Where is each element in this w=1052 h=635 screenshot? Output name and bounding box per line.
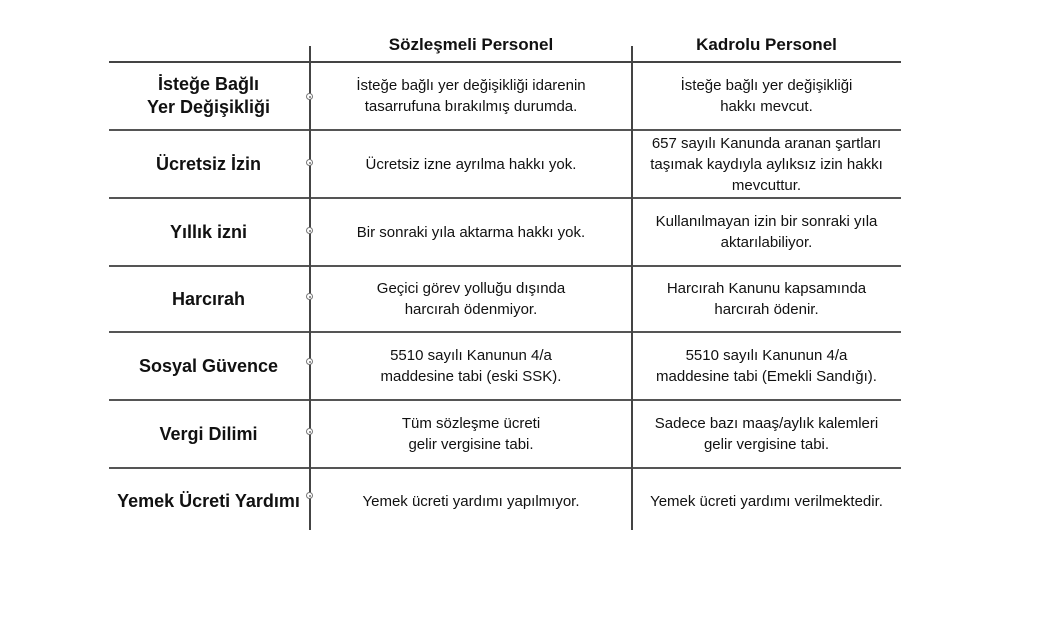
- row-label: [109, 131, 308, 197]
- row-label: [109, 401, 308, 467]
- permanent-cell: [632, 63, 901, 129]
- row-label-text: Yemek Ücreti Yardımı: [117, 490, 300, 511]
- cell-text: 5510 sayılı Kanunun 4/a maddesine tabi (eski SSK).: [380, 347, 562, 385]
- row-label: [109, 469, 308, 533]
- cell-text: Yemek ücreti yardımı yapılmıyor.: [362, 492, 580, 510]
- cell-text: 657 sayılı Kanunda aranan şartları taşımak kaydıyla aylıksız izin hakkı mevcuttur.: [650, 134, 883, 194]
- contract-cell: [310, 401, 632, 467]
- row-marker-icon: [306, 358, 313, 365]
- permanent-cell: [632, 469, 901, 533]
- table-row: [109, 267, 901, 333]
- cell-text: Geçici görev yolluğu dışında harcırah ödenmiyor.: [376, 280, 566, 318]
- cell-text: Harcırah Kanunu kapsamında harcırah ödenir.: [666, 280, 867, 318]
- permanent-cell: [632, 401, 901, 467]
- row-marker-icon: [306, 159, 313, 166]
- row-label-text: Harcırah: [171, 288, 246, 309]
- row-label-text: Vergi Dilimi: [159, 423, 258, 444]
- cell-text: 5510 sayılı Kanunun 4/a maddesine tabi (Emekli Sandığı).: [656, 347, 877, 385]
- contract-cell: [310, 469, 632, 533]
- contract-cell: [310, 267, 632, 331]
- row-label-text: Sosyal Güvence: [138, 355, 279, 376]
- contract-cell: [310, 63, 632, 129]
- table-row: [109, 333, 901, 401]
- contract-cell: [310, 131, 632, 197]
- column-header-label: Kadrolu Personel: [696, 34, 837, 54]
- table-row: [109, 131, 901, 199]
- table-header: [109, 28, 901, 63]
- row-marker-icon: [306, 227, 313, 234]
- row-label: [109, 199, 308, 265]
- column-header-permanent-staff: [632, 28, 901, 61]
- cell-text: İsteğe bağlı yer değişikliği idarenin tasarrufuna bırakılmış durumda.: [356, 77, 586, 115]
- permanent-cell: [632, 131, 901, 197]
- row-label: [109, 333, 308, 399]
- cell-text: Kullanılmayan izin bir sonraki yıla aktarılabiliyor.: [655, 213, 878, 251]
- contract-cell: [310, 333, 632, 399]
- cell-text: Ücretsiz izne ayrılma hakkı yok.: [365, 155, 577, 173]
- cell-text: Sadece bazı maaş/aylık kalemleri gelir vergisine tabi.: [654, 415, 879, 453]
- cell-text: Bir sonraki yıla aktarma hakkı yok.: [356, 223, 586, 241]
- column-header-contract-staff: [310, 28, 632, 61]
- row-marker-icon: [306, 428, 313, 435]
- cell-text: Tüm sözleşme ücreti gelir vergisine tabi.: [401, 415, 541, 453]
- row-label: [109, 267, 308, 331]
- table-row: [109, 469, 901, 533]
- table-row: [109, 63, 901, 131]
- row-label-text: Yıllık izni: [169, 221, 248, 242]
- row-marker-icon: [306, 492, 313, 499]
- row-marker-icon: [306, 93, 313, 100]
- table-row: [109, 199, 901, 267]
- row-label: [109, 63, 308, 129]
- permanent-cell: [632, 267, 901, 331]
- cell-text: İsteğe bağlı yer değişikliği hakkı mevcut.: [680, 77, 853, 115]
- row-label-text: Ücretsiz İzin: [155, 153, 262, 174]
- comparison-table: [109, 28, 901, 533]
- row-marker-icon: [306, 293, 313, 300]
- cell-text: Yemek ücreti yardımı verilmektedir.: [650, 492, 883, 510]
- column-divider-left: [309, 46, 311, 530]
- permanent-cell: [632, 333, 901, 399]
- contract-cell: [310, 199, 632, 265]
- permanent-cell: [632, 199, 901, 265]
- column-header-label: Sözleşmeli Personel: [388, 34, 554, 54]
- table-row: [109, 401, 901, 469]
- row-label-text: İsteğe Bağlı Yer Değişikliği: [146, 74, 271, 117]
- column-divider-right: [631, 46, 633, 530]
